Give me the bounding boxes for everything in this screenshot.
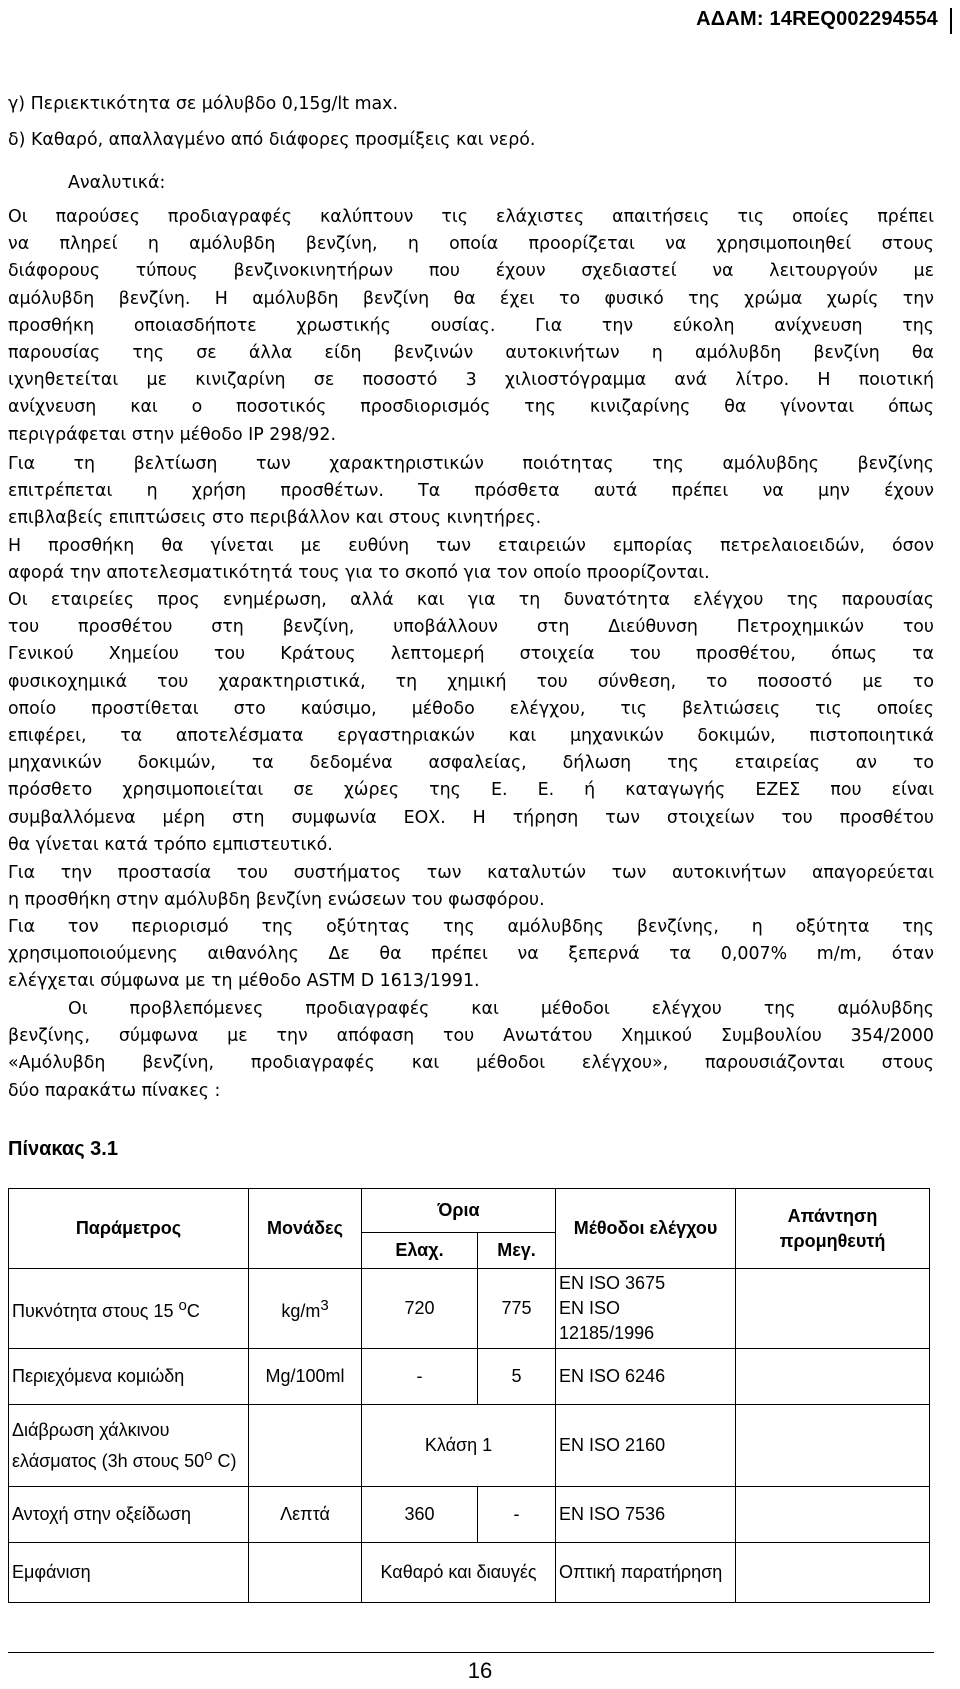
- header-units: Μονάδες: [249, 1189, 362, 1269]
- cell-method: EN ISO 7536: [556, 1487, 736, 1543]
- cell-min: 360: [362, 1487, 478, 1543]
- superscript: o: [178, 1297, 187, 1314]
- table-row: [9, 1543, 930, 1603]
- text-line: αφορά την αποτελεσματικότητά τους για το σκοπό για τον οποίο προορίζονται.: [8, 563, 710, 584]
- paragraph-catalysts: [8, 860, 934, 914]
- item-delta: [8, 127, 934, 154]
- cell-min: -: [362, 1349, 478, 1405]
- cell-text: Πυκνότητα στους 15: [12, 1301, 179, 1321]
- cell-text: C: [186, 1301, 200, 1321]
- cell-method: EN ISO 2160: [556, 1405, 736, 1487]
- text-line: να πληρεί η αμόλυβδη βενζίνη, η οποία προορίζεται να χρησιμοποιηθεί στους: [8, 234, 934, 255]
- cell-max: -: [478, 1487, 556, 1543]
- paragraph-companies: [8, 587, 934, 859]
- table-row: [9, 1405, 930, 1487]
- cell-supplier: [736, 1269, 930, 1349]
- text-line: Γενικού Χημείου του Κράτους λεπτομερή στοιχεία του προσθέτου, όπως τα: [8, 644, 934, 665]
- cell-parameter: Περιεχόμενα κομιώδη: [9, 1349, 249, 1405]
- cell-text: 12185/1996: [559, 1323, 655, 1343]
- table-header-row: [9, 1189, 930, 1233]
- superscript: 3: [320, 1297, 329, 1314]
- text-line: επιτρέπεται η χρήση προσθέτων. Τα πρόσθετα αυτά πρέπει να μην έχουν: [8, 481, 934, 502]
- cell-parameter: Εμφάνιση: [9, 1543, 249, 1603]
- header-parameter: Παράμετρος: [9, 1189, 249, 1269]
- text-line: «Αμόλυβδη βενζίνη, προδιαγραφές και μέθοδοι ελέγχου», παρουσιάζονται στους: [8, 1053, 934, 1074]
- text-line: πρόσθετο χρησιμοποιείται σε χώρες της Ε. Ε. ή καταγωγής ΕΖΕΣ που είναι: [8, 780, 934, 801]
- text-line: Για τη βελτίωση των χαρακτηριστικών ποιότητας της αμόλυβδης βενζίνης: [8, 454, 934, 474]
- header-limits: Όρια: [362, 1189, 556, 1233]
- cell-parameter: [9, 1269, 249, 1349]
- text-line: γ) Περιεκτικότητα σε μόλυβδο 0,15g/lt max.: [8, 94, 398, 114]
- text-line: μηχανικών δοκιμών, τα δεδομένα ασφαλείας, δήλωση της εταιρείας αν το: [8, 753, 934, 774]
- text-line: βενζίνης, σύμφωνα με την απόφαση του Ανωτάτου Χημικού Συμβουλίου 354/2000: [8, 1026, 934, 1047]
- header-method: Μέθοδοι ελέγχου: [556, 1189, 736, 1269]
- table-row: [9, 1269, 930, 1349]
- text-line: η προσθήκη στην αμόλυβδη βενζίνη ενώσεων του φωσφόρου.: [8, 890, 545, 911]
- table-row: [9, 1349, 930, 1405]
- text-line: δύο παρακάτω πίνακες :: [8, 1080, 221, 1101]
- cell-supplier: [736, 1487, 930, 1543]
- analytics-heading: [8, 170, 934, 197]
- cell-method: [556, 1269, 736, 1349]
- header-divider: [950, 8, 952, 34]
- text-line: Για τον περιορισμό της οξύτητας της αμόλυβδης βενζίνης, η οξύτητα της: [8, 917, 934, 937]
- table-caption: Πίνακας 3.1: [8, 1138, 118, 1160]
- superscript: o: [204, 1446, 213, 1464]
- table-row: [9, 1487, 930, 1543]
- cell-supplier: [736, 1349, 930, 1405]
- cell-method: Οπτική παρατήρηση: [556, 1543, 736, 1603]
- specifications-table: [8, 1188, 930, 1603]
- header-supplier: Απάντηση προμηθευτή: [736, 1189, 930, 1269]
- text-line: αμόλυβδη βενζίνη. Η αμόλυβδη βενζίνη θα έχει το φυσικό της χρώμα χωρίς την: [8, 288, 934, 309]
- text-line: Η προσθήκη θα γίνεται με ευθύνη των εταιρειών εμπορίας πετρελαιοειδών, όσον: [8, 536, 934, 556]
- cell-text: Διάβρωση χάλκινου ελάσματος (3h στους 50: [12, 1419, 205, 1471]
- cell-text: kg/m: [281, 1301, 321, 1321]
- paragraph-additives: [8, 451, 934, 533]
- text-line: περιγράφεται στην μέθοδο IP 298/92.: [8, 424, 336, 445]
- cell-limits: Καθαρό και διαυγές: [362, 1543, 556, 1603]
- cell-max: 775: [478, 1269, 556, 1349]
- text-line: του προσθέτου στη βενζίνη, υποβάλλουν στη Διεύθυνση Πετροχημικών του: [8, 617, 934, 638]
- text-line: Για την προστασία του συστήματος των καταλυτών των αυτοκινήτων απαγορεύεται: [8, 863, 934, 883]
- header-min: Ελαχ.: [362, 1233, 478, 1269]
- cell-text: EN ISO: [559, 1298, 621, 1318]
- header-max: Μεγ.: [478, 1233, 556, 1269]
- cell-units: [249, 1269, 362, 1349]
- text-line: επιβλαβείς επιπτώσεις στο περιβάλλον και στους κινητήρες.: [8, 508, 542, 529]
- paragraph-tables-intro: [8, 996, 934, 1105]
- cell-units: Mg/100ml: [249, 1349, 362, 1405]
- cell-supplier: [736, 1405, 930, 1487]
- text-line: διάφορους τύπους βενζινοκινητήρων που έχουν σχεδιαστεί να λειτουργούν με: [8, 261, 934, 282]
- document-id-header: ΑΔΑΜ: 14REQ002294554: [696, 8, 938, 30]
- cell-units: [249, 1543, 362, 1603]
- cell-text: EN ISO 3675: [559, 1273, 666, 1293]
- text-line: οποίο προστίθεται στο καύσιμο, μέθοδο ελέγχου, τις βελτιώσεις τις οποίες: [8, 698, 934, 719]
- page-number: 16: [467, 1658, 493, 1683]
- cell-units: [249, 1405, 362, 1487]
- paragraph-responsibility: [8, 533, 934, 587]
- text-line: ιχνηθετείται με κινιζαρίνη σε ποσοστό 3 χιλιοστόγραμμα ανά λίτρο. Η ποιοτική: [8, 370, 934, 391]
- text-line: προσθήκη οποιασδήποτε χρωστικής ουσίας. Για την εύκολη ανίχνευση της: [8, 315, 934, 336]
- text-line: επιφέρει, τα αποτελέσματα εργαστηριακών και μηχανικών δοκιμών, πιστοποιητικά: [8, 726, 934, 747]
- cell-parameter: [9, 1405, 249, 1487]
- paragraph-acidity: [8, 914, 934, 996]
- text-line: παρουσίας της σε άλλα είδη βενζινών αυτοκινήτων η αμόλυβδη βενζίνη θα: [8, 343, 934, 364]
- cell-units: Λεπτά: [249, 1487, 362, 1543]
- cell-text: C): [212, 1450, 237, 1471]
- text-line: ανίχνευση και ο ποσοτικός προσδιορισμός της κινιζαρίνης θα γίνονται όπως: [8, 397, 934, 418]
- footer-divider: [8, 1652, 934, 1653]
- text-line: συμβαλλόμενα μέρη στη συμφωνία ΕΟΧ. Η τήρηση των στοιχείων του προσθέτου: [8, 807, 934, 828]
- cell-limits: Κλάση 1: [362, 1405, 556, 1487]
- cell-method: EN ISO 6246: [556, 1349, 736, 1405]
- text-line: χρησιμοποιούμενης αιθανόλης Δε θα πρέπει να ξεπερνά τα 0,007% m/m, όταν: [8, 944, 934, 965]
- cell-parameter: Αντοχή στην οξείδωση: [9, 1487, 249, 1543]
- cell-supplier: [736, 1543, 930, 1603]
- text-line: ελέγχεται σύμφωνα με τη μέθοδο ASTM D 1613/1991.: [8, 971, 480, 992]
- item-gamma: [8, 91, 934, 118]
- text-line: φυσικοχημικά του χαρακτηριστικά, τη χημική του σύνθεση, το ποσοστό με το: [8, 671, 934, 692]
- cell-min: 720: [362, 1269, 478, 1349]
- text-line: Οι εταιρείες προς ενημέρωση, αλλά και για τη δυνατότητα ελέγχου της παρουσίας: [8, 590, 934, 610]
- text-line: θα γίνεται κατά τρόπο εμπιστευτικό.: [8, 834, 333, 855]
- cell-max: 5: [478, 1349, 556, 1405]
- text-line: Οι προβλεπόμενες προδιαγραφές και μέθοδοι ελέγχου της αμόλυβδης: [68, 999, 934, 1019]
- text-line: Αναλυτικά:: [68, 173, 166, 193]
- text-line: Οι παρούσες προδιαγραφές καλύπτουν τις ελάχιστες απαιτήσεις τις οποίες πρέπει: [8, 207, 934, 227]
- text-line: δ) Καθαρό, απαλλαγμένο από διάφορες προσμίξεις και νερό.: [8, 130, 536, 150]
- paragraph-specifications: [8, 204, 934, 449]
